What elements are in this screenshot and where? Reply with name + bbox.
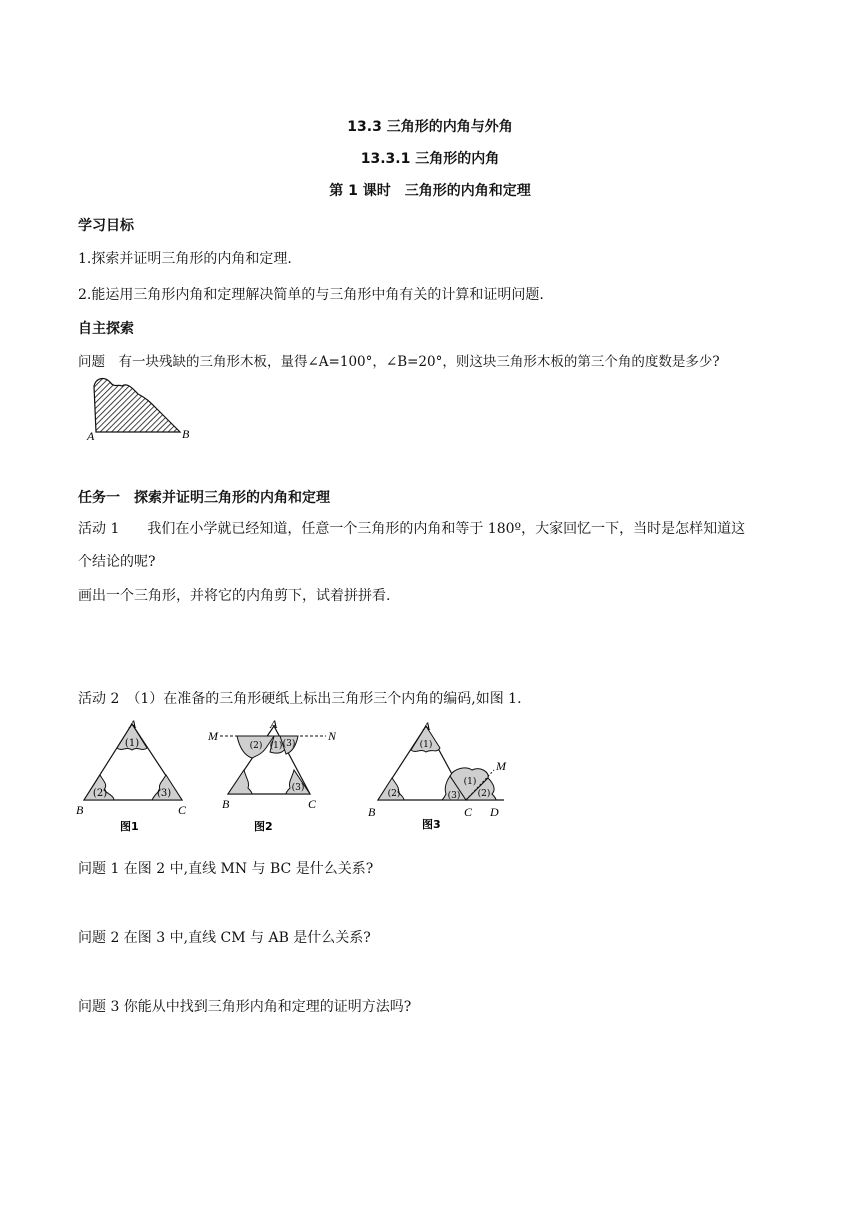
question-3: 问题 3 你能从中找到三角形内角和定理的证明方法吗? bbox=[78, 999, 412, 1015]
num2-paren-2: (2) bbox=[249, 741, 263, 751]
num3-paren-1b: (1) bbox=[463, 777, 477, 787]
num-paren-1: (1) bbox=[124, 738, 140, 749]
title-lesson: 第 1 课时 三角形的内角和定理 bbox=[329, 183, 531, 199]
point-n-2: N bbox=[328, 729, 336, 743]
vertex-c-3: C bbox=[464, 805, 473, 819]
vertex-b-3: B bbox=[368, 805, 376, 819]
num2-paren-3: (3) bbox=[282, 739, 296, 749]
explore-heading: 自主探索 bbox=[78, 321, 134, 337]
vertex-b-2: B bbox=[222, 797, 230, 811]
objective-item-1: 1.探索并证明三角形的内角和定理. bbox=[78, 251, 292, 267]
fig2-caption: 图2 bbox=[254, 820, 273, 833]
activity1-line3: 画出一个三角形，并将它的内角剪下，试着拼拼看. bbox=[78, 588, 391, 604]
point-d-3: D bbox=[490, 805, 499, 819]
num3-paren-1: (1) bbox=[419, 740, 433, 750]
label-b: B bbox=[182, 427, 190, 441]
figure-2 bbox=[206, 718, 336, 838]
title-section: 13.3 三角形的内角与外角 bbox=[347, 119, 513, 135]
num3-paren-2b: (2) bbox=[477, 789, 491, 799]
vertex-c: C bbox=[178, 803, 187, 817]
vertex-a-3: A bbox=[423, 719, 431, 733]
objectives-heading: 学习目标 bbox=[78, 218, 134, 234]
question-1: 问题 1 在图 2 中,直线 MN 与 BC 是什么关系? bbox=[78, 861, 374, 877]
vertex-a-2: A bbox=[270, 718, 278, 731]
activity2-text: 活动 2 （1）在准备的三角形硬纸上标出三角形三个内角的编码,如图 1. bbox=[78, 691, 522, 707]
fig1-caption: 图1 bbox=[120, 820, 139, 833]
figure-3 bbox=[362, 718, 512, 838]
vertex-a: A bbox=[129, 718, 137, 731]
num3-paren-3: (3) bbox=[447, 791, 461, 801]
fig3-caption: 图3 bbox=[422, 818, 441, 831]
explore-question: 问题 有一块残缺的三角形木板，量得∠A=100°，∠B=20°，则这块三角形木板的第三个角的度数是多少? bbox=[78, 354, 720, 370]
board-shape bbox=[94, 379, 180, 432]
vertex-b: B bbox=[76, 803, 84, 817]
figure-1 bbox=[74, 718, 192, 838]
task1-heading: 任务一 探索并证明三角形的内角和定理 bbox=[78, 490, 330, 506]
num2-paren-1: (1) bbox=[269, 741, 283, 751]
num-paren-3: (3) bbox=[156, 788, 172, 799]
label-a: A bbox=[87, 429, 95, 443]
num3-paren-2: (2) bbox=[387, 789, 401, 799]
point-m-2: M bbox=[208, 729, 218, 743]
objective-item-2: 2.能运用三角形内角和定理解决简单的与三角形中角有关的计算和证明问题. bbox=[78, 287, 544, 303]
angle-region-2-orig bbox=[228, 770, 252, 794]
point-m-3: M bbox=[496, 759, 506, 773]
vertex-c-2: C bbox=[308, 797, 317, 811]
activity1-line2: 个结论的呢? bbox=[78, 554, 156, 570]
title-subsection: 13.3.1 三角形的内角 bbox=[360, 151, 500, 167]
num2-paren-3b: (3) bbox=[291, 783, 305, 793]
question-2: 问题 2 在图 3 中,直线 CM 与 AB 是什么关系? bbox=[78, 930, 371, 946]
num-paren-2: (2) bbox=[92, 788, 108, 799]
activity1-line1: 活动 1 我们在小学就已经知道，任意一个三角形的内角和等于 180º，大家回忆一下，当时是怎样知道这 bbox=[78, 521, 746, 537]
broken-board-figure bbox=[84, 374, 204, 444]
